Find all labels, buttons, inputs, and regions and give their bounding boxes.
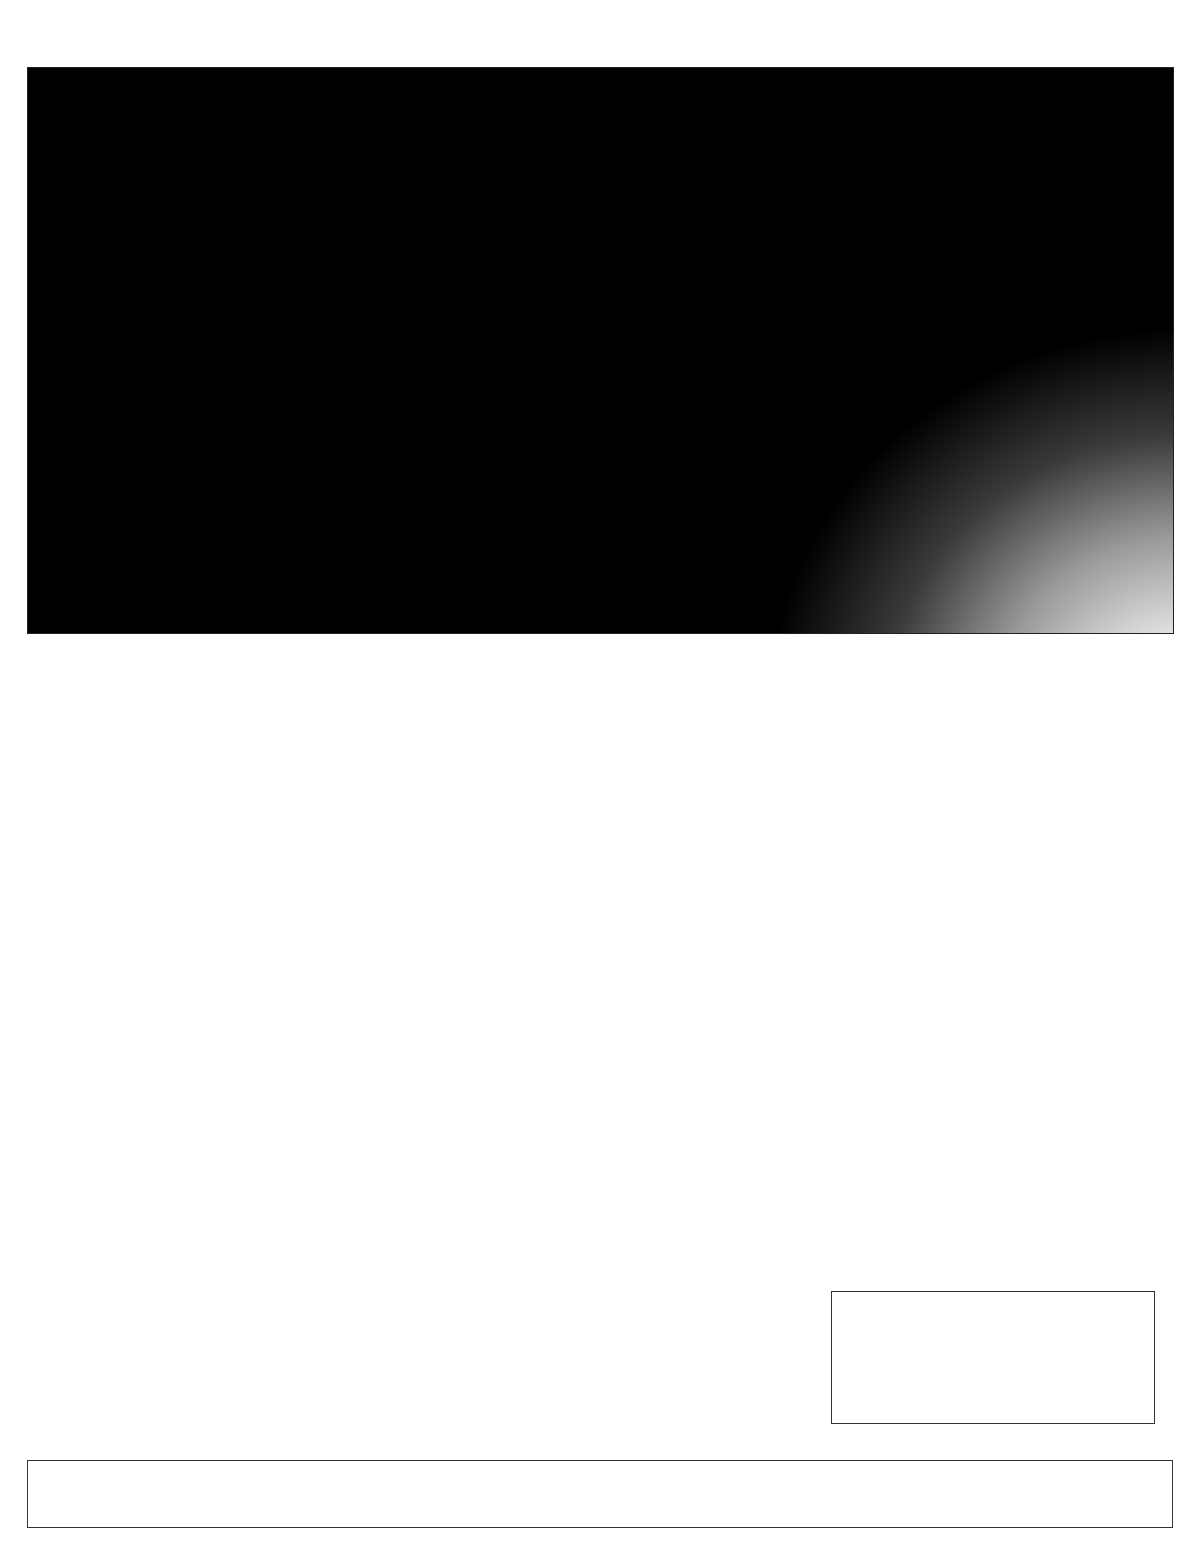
solution-box <box>27 1460 1173 1528</box>
law-note <box>831 1291 1155 1424</box>
acrostic-grid <box>27 67 1174 634</box>
